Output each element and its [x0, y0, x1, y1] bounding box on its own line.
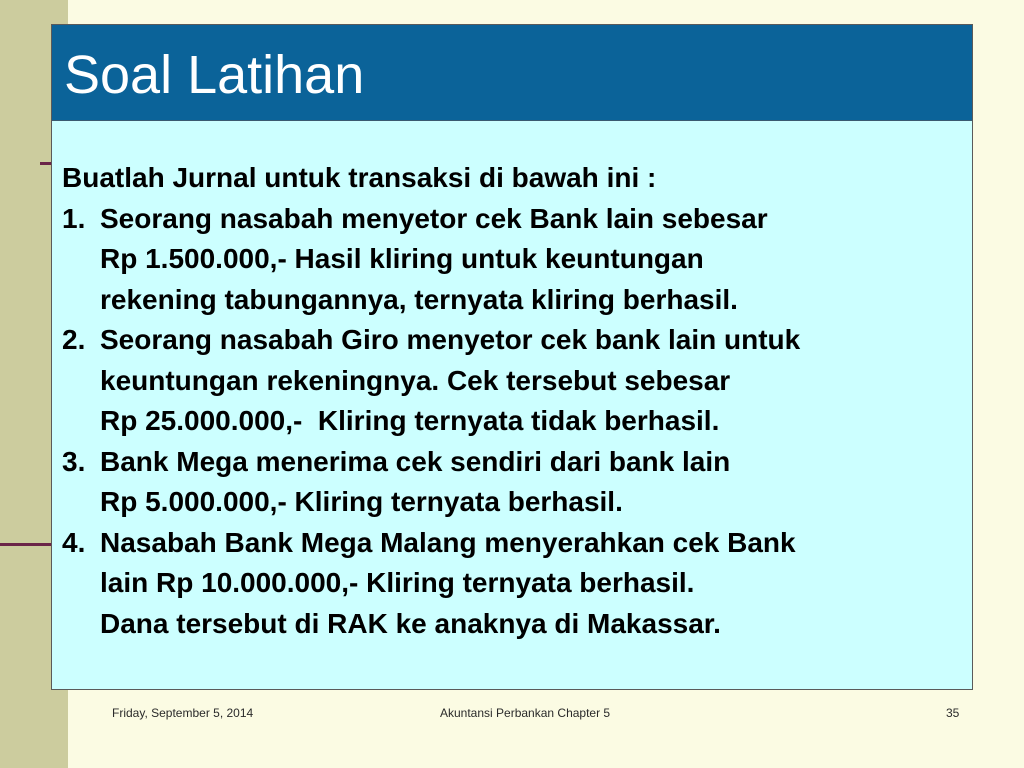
- decorative-rule-bottom: [0, 543, 54, 546]
- item-line: Seorang nasabah menyetor cek Bank lain sebesar: [100, 202, 768, 234]
- item-line: Rp 5.000.000,- Kliring ternyata berhasil.: [100, 486, 623, 517]
- exercise-item-3: [62, 442, 730, 523]
- item-line: lain Rp 10.000.000,- Kliring ternyata berhasil.: [100, 567, 695, 598]
- item-line: Rp 25.000.000,- Kliring ternyata tidak berhasil.: [100, 405, 720, 436]
- item-line: Nasabah Bank Mega Malang menyerahkan cek Bank: [100, 526, 796, 558]
- item-number: 2.: [62, 324, 86, 355]
- footer-title: Akuntansi Perbankan Chapter 5: [440, 706, 611, 720]
- item-number: 1.: [62, 202, 86, 234]
- item-line: Bank Mega menerima cek sendiri dari bank lain: [100, 445, 731, 477]
- exercise-item-4: [62, 523, 796, 645]
- exercise-item-1: [62, 199, 768, 321]
- title-bar: [52, 25, 972, 121]
- exercise-item-2: [62, 320, 800, 442]
- footer-page-number: 35: [946, 706, 960, 720]
- item-line: Seorang nasabah Giro menyetor cek bank lain untuk: [100, 324, 801, 355]
- intro-text: Buatlah Jurnal untuk transaksi di bawah ini :: [62, 162, 657, 193]
- item-line: keuntungan rekeningnya. Cek tersebut sebesar: [100, 364, 731, 396]
- item-line: Dana tersebut di RAK ke anaknya di Makassar.: [100, 607, 721, 639]
- item-line: rekening tabungannya, ternyata kliring berhasil.: [100, 283, 738, 315]
- footer-date: Friday, September 5, 2014: [112, 706, 254, 720]
- item-number: 4.: [62, 526, 86, 558]
- item-number: 3.: [62, 445, 86, 477]
- slide-title: Soal Latihan: [64, 45, 365, 105]
- item-line: Rp 1.500.000,- Hasil kliring untuk keuntungan: [100, 243, 704, 274]
